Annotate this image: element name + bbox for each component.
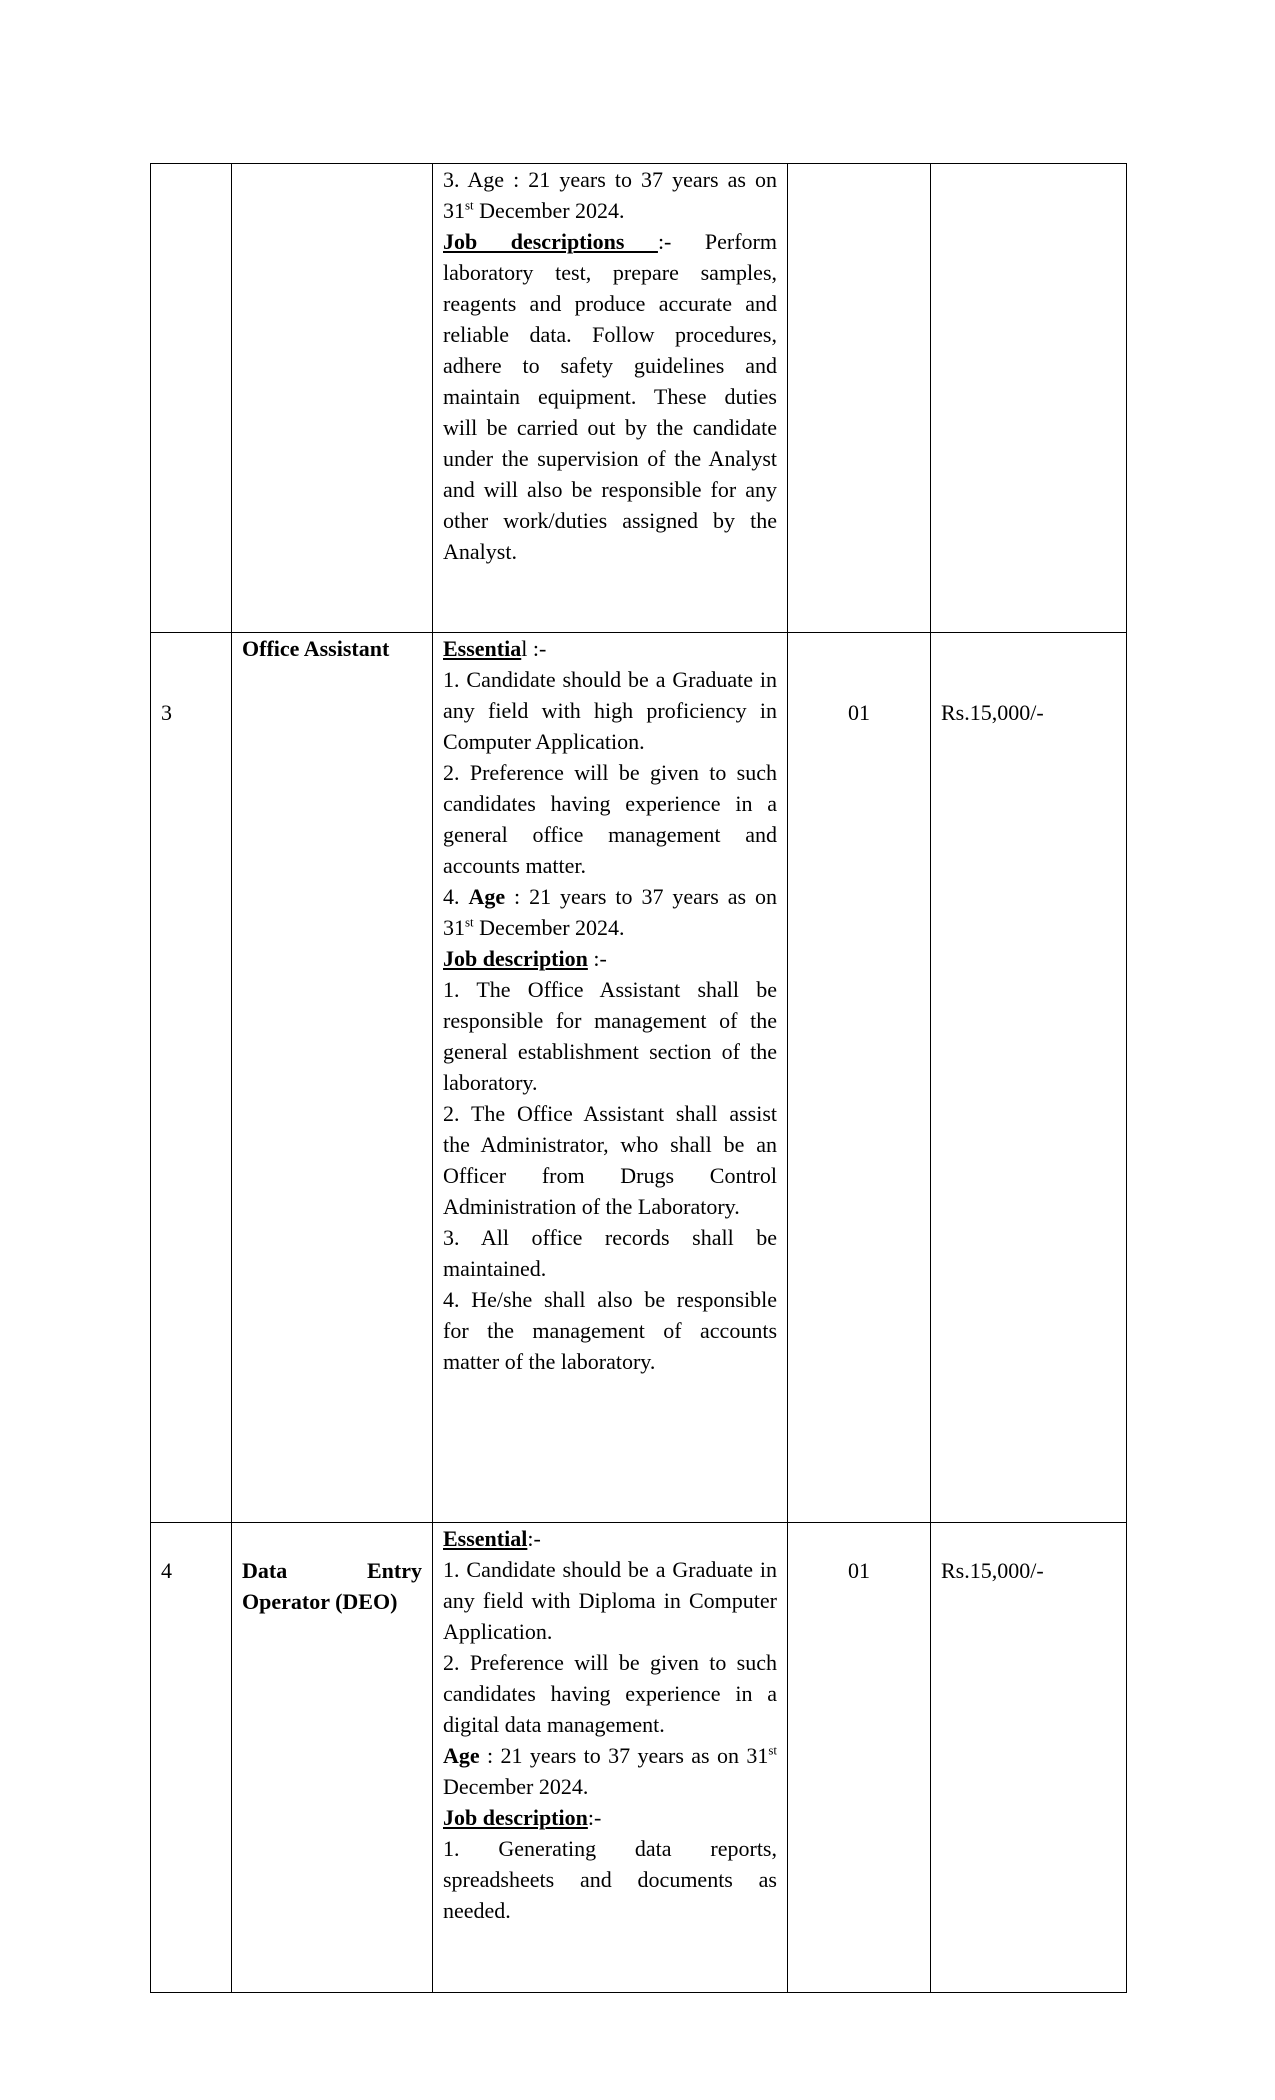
table-row	[151, 633, 1127, 1523]
essential-item: 2. Preference will be given to such candidates having experience in a digital data management.	[443, 1650, 777, 1737]
age-line: 3. Age : 21 years to 37 years as on 31st December 2024.	[443, 167, 777, 223]
job-description-heading: Job descriptions	[443, 229, 658, 254]
job-description-item: 4. He/she shall also be responsible for the management of accounts matter of the laboratory.	[443, 1287, 777, 1374]
essential-item: 1. Candidate should be a Graduate in any field with Diploma in Computer Application.	[443, 1557, 777, 1644]
essential-heading-line: Essential :-	[443, 636, 547, 661]
job-description-item: 3. All office records shall be maintained.	[443, 1225, 777, 1281]
salary-cell: Rs.15,000/-	[931, 1523, 1127, 1993]
job-description-item: 1. Generating data reports, spreadsheets and documents as needed.	[443, 1836, 777, 1923]
job-description-heading-line: Job description :-	[443, 946, 607, 971]
sl-cell: 4	[151, 1523, 232, 1993]
essential-item: 1. Candidate should be a Graduate in any field with high proficiency in Computer Application.	[443, 667, 777, 754]
recruitment-table	[150, 163, 1127, 1993]
table-row	[151, 164, 1127, 633]
sl-cell: 3	[151, 633, 232, 1523]
post-cell	[232, 164, 433, 633]
vacancies-cell: 01	[788, 1523, 931, 1993]
description-cell	[433, 164, 788, 633]
job-description-item: 2. The Office Assistant shall assist the Administrator, who shall be an Officer from Drugs Control Administration of the Laboratory.	[443, 1101, 777, 1219]
post-cell: Office Assistant	[232, 633, 433, 1523]
vacancies-cell: 01	[788, 633, 931, 1523]
vacancies-cell	[788, 164, 931, 633]
essential-heading-line: Essential:-	[443, 1526, 541, 1551]
salary-cell: Rs.15,000/-	[931, 633, 1127, 1523]
job-description-item: 1. The Office Assistant shall be responsible for management of the general establishment section of the laboratory.	[443, 977, 777, 1095]
salary-cell	[931, 164, 1127, 633]
age-line: Age : 21 years to 37 years as on 31st December 2024.	[443, 1742, 777, 1799]
sl-cell	[151, 164, 232, 633]
job-description-heading-line: Job description:-	[443, 1805, 602, 1830]
post-cell: Data Entry Operator (DEO)	[232, 1523, 433, 1993]
description-cell	[433, 633, 788, 1523]
age-line: 4. Age : 21 years to 37 years as on 31st December 2024.	[443, 884, 778, 940]
essential-item: 2. Preference will be given to such candidates having experience in a general office management and accounts matter.	[443, 760, 777, 878]
table-row	[151, 1523, 1127, 1993]
description-cell	[433, 1523, 788, 1993]
job-description-paragraph: Job descriptions :- Perform laboratory test, prepare samples, reagents and produce accurate and reliable data. Follow procedures, adhere to safety guidelines and maintain equipment. These duties will be carried out by the candidate under the supervision of the Analyst and will also be responsible for any other work/duties assigned by the Analyst.	[443, 229, 777, 564]
